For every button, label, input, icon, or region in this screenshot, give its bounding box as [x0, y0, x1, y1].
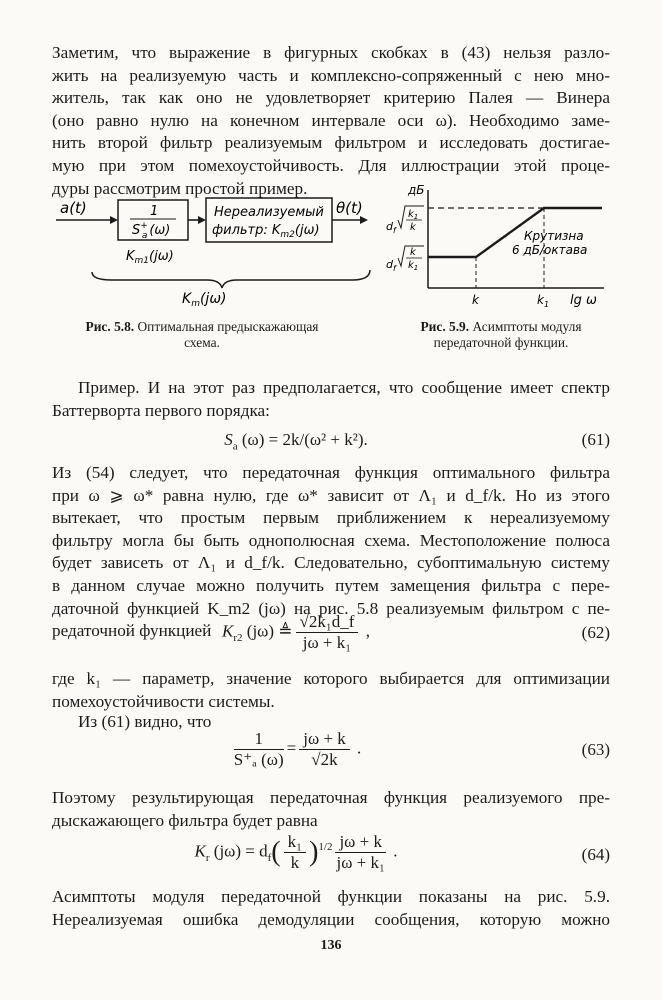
text-line: дыскажающего фильтра будет равна	[52, 810, 318, 830]
eq-text: .	[352, 738, 362, 758]
figure-5-8-caption	[52, 319, 352, 351]
text-line: Поэтому результирующая передаточная функция реализуемого пре-	[52, 788, 610, 807]
right-paren: )	[309, 836, 319, 868]
paragraph-3	[52, 668, 610, 713]
x-tick-k: k	[472, 293, 479, 307]
text-line: Нереализуемая ошибка демодуляции сообщения, которую можно	[52, 909, 610, 929]
text-line: Асимптоты модуля передаточной функции показаны на рис. 5.9.	[52, 887, 610, 906]
y-axis-label: дБ	[408, 183, 425, 197]
text-line: в данном случае можно получить путем замещения фильтра с пере-	[52, 575, 610, 595]
text-line: при ω ⩾ ω* равна нулю, где ω* зависит от Λ₁ и d_f/k. Но из этого	[52, 485, 610, 505]
eq-text: (jω) ≜	[242, 621, 293, 641]
text-line: редаточной функцией	[52, 621, 212, 641]
y-low-numerator: k	[410, 247, 416, 258]
eq-text: ,	[361, 621, 370, 641]
paragraph-5	[52, 787, 610, 832]
y-high-denominator: k	[410, 222, 416, 233]
caption-text: схема.	[184, 335, 220, 350]
output-label: θ(t)	[336, 199, 363, 217]
eq-denominator: S⁺ₐ (ω)	[233, 750, 284, 769]
text-line: Баттерворта первого порядка:	[52, 400, 270, 420]
text-line: жить на реализуемую часть и комплексно-сопряженный с нею мно-	[52, 65, 610, 85]
text-line: житель, так как оно не удовлетворяет критерию Палея — Винера	[52, 88, 610, 108]
text-line: дуры рассмотрим простой пример.	[52, 178, 308, 198]
eq-numerator: jω + k	[299, 730, 350, 750]
eq-denominator: √2k	[311, 750, 338, 769]
eq-numerator: √2k₁d_f	[296, 613, 359, 633]
text-line: Заметим, что выражение в фигурных скобках в (43) нельзя разло-	[52, 43, 610, 62]
y-high-label: $d_f$	[386, 220, 396, 235]
page-number: 136	[320, 938, 342, 953]
figure-5-9-caption	[390, 319, 612, 351]
eq-fraction	[299, 730, 350, 769]
output-arrowhead	[360, 216, 368, 224]
eq-numerator: k₁	[284, 833, 306, 853]
figure-5-9-plot	[384, 182, 610, 314]
x-axis-label: lg ω	[570, 293, 597, 308]
eq-symbol: K	[222, 621, 234, 641]
eq-subscript: r2	[233, 631, 243, 644]
equation-64	[52, 833, 610, 883]
km-label: $K_m(j\omega)$	[182, 291, 227, 309]
block1-denominator: S+ a (ω)	[132, 221, 171, 241]
eq-text: =	[286, 738, 297, 758]
caption-text: Асимптоты модуля	[472, 319, 582, 334]
eq-fraction	[284, 833, 306, 872]
equation-number: (62)	[581, 623, 610, 642]
block2-line1: Нереализуемый	[214, 205, 324, 220]
eq-symbol: K	[194, 841, 206, 861]
equation-number: (63)	[581, 740, 610, 759]
eq-text: .	[388, 841, 398, 861]
text-line: Пример. И на этот раз предполагается, что сообщение имеет спектр	[78, 378, 610, 397]
caption-text: Оптимальная предыскажающая	[137, 319, 319, 334]
eq-fraction	[234, 730, 284, 769]
eq-numerator: jω + k	[335, 833, 386, 853]
paragraph-6	[52, 886, 610, 931]
text-line: Из (54) следует, что передаточная функция оптимального фильтра	[52, 463, 610, 482]
text-line: нить второй фильтр реализуемым фильтром и исследовать достигае-	[52, 133, 610, 153]
left-paren: (	[271, 836, 281, 868]
eq-fraction	[335, 833, 386, 872]
eq-numerator: 1	[234, 730, 284, 750]
y-high-numerator: $k_1$	[408, 209, 419, 221]
eq-symbol: S	[224, 430, 233, 449]
text-line: даточной функцией K_m2 (jω) на рис. 5.8 реализуемым фильтром с пе-	[52, 598, 610, 618]
block1-numerator: 1	[150, 204, 159, 219]
input-label: a(t)	[60, 199, 87, 217]
text-line: мую при этом помехоустойчивость. Для иллюстрации этой проце-	[52, 155, 610, 175]
equation-62	[52, 613, 610, 663]
example-paragraph	[52, 377, 610, 422]
connector-arrowhead	[198, 216, 206, 224]
caption-text: передаточной функции.	[433, 335, 569, 350]
eq-subscript: f	[267, 851, 272, 864]
km-brace	[92, 270, 370, 288]
km1-label: $K_{m1}(j\omega)$	[126, 249, 174, 266]
text-line: Из (61) видно, что	[78, 712, 212, 731]
block2-line2: фильтр: $K_{m2}(j\omega)$	[212, 223, 320, 240]
eq-text: (ω) = 2k/(ω² + k²).	[237, 430, 368, 449]
input-arrowhead	[110, 216, 118, 224]
text-line: где k₁ — параметр, значение которого выбирается для оптимизации	[52, 669, 610, 688]
eq-denominator: k	[290, 853, 300, 872]
eq-denominator: jω + k₁	[336, 853, 385, 872]
eq-fraction	[296, 613, 359, 652]
slope-label-line2: 6 дБ/октава	[512, 243, 588, 257]
text-line: (оно равно нулю на конечном интервале оси ω). Необходимо заме-	[52, 110, 610, 130]
equation-number: (61)	[581, 430, 610, 449]
eq-text: (jω) = d	[209, 841, 268, 861]
eq-denominator: jω + k₁	[302, 633, 352, 652]
text-line: будет зависеть от Λ₁ и d_f/k. Следовательно, субоптимальную систему	[52, 553, 610, 573]
text-line: помехоустойчивости системы.	[52, 691, 275, 711]
equation-number: (64)	[581, 845, 610, 864]
y-low-denominator: $k_1$	[408, 260, 419, 272]
caption-number: Рис. 5.9.	[420, 319, 470, 334]
eq-subscript: a	[232, 440, 238, 453]
caption-number: Рис. 5.8.	[85, 319, 135, 334]
x-tick-k1: $k_1$	[537, 293, 550, 309]
slope-label-line1: Крутизна	[524, 229, 584, 243]
intro-paragraph	[52, 42, 610, 200]
text-line: вытекает, что простым первым приближением к нереализуемому	[52, 508, 610, 528]
eq-power: 1/2	[318, 840, 333, 853]
equation-63	[52, 730, 610, 780]
figure-5-8-diagram	[52, 190, 372, 310]
y-low-label: $d_f$	[386, 258, 396, 273]
eq-subscript: r	[205, 851, 210, 864]
text-line: фильтру могла бы быть однополюсная схема. Местоположение полюса	[52, 530, 610, 550]
